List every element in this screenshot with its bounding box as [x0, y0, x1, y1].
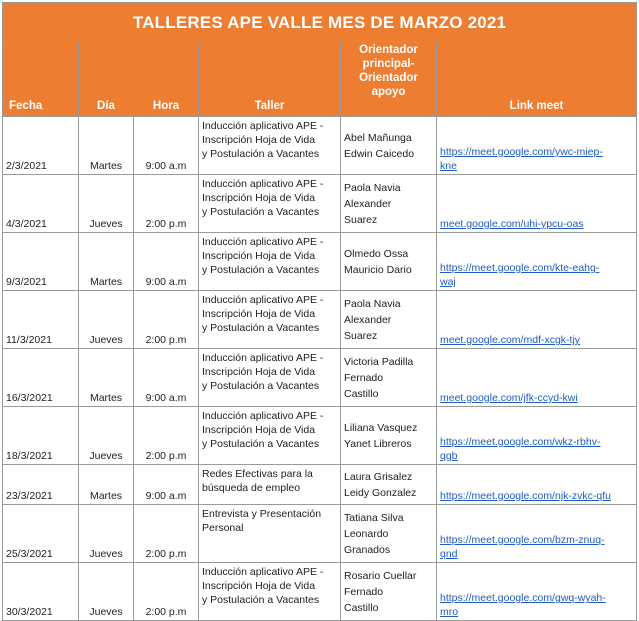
orientador-line: Victoria Padilla	[344, 355, 414, 368]
cell-link	[437, 291, 637, 349]
cell-link	[437, 465, 637, 505]
cell-fecha: 18/3/2021	[3, 407, 79, 465]
header-row	[3, 42, 637, 117]
table-row	[3, 563, 637, 621]
taller-line: y Postulación a Vacantes	[202, 148, 320, 160]
taller-line: Inscripción Hoja de Vida	[202, 250, 316, 262]
meet-link[interactable]	[440, 533, 633, 561]
meet-link[interactable]	[440, 261, 633, 289]
cell-taller	[199, 291, 341, 349]
meet-link-line: kne	[440, 160, 457, 172]
orientador-line: Laura Grisalez	[344, 470, 413, 483]
meet-link-line: mro	[440, 606, 459, 618]
cell-dia: Martes	[79, 233, 134, 291]
orientador-line: Paola Navia	[344, 181, 401, 194]
meet-link-line: https://meet.google.com/gwq-wyah-	[440, 592, 606, 604]
taller-line: Inducción aplicativo APE -	[202, 294, 324, 306]
taller-line: Inducción aplicativo APE -	[202, 178, 324, 190]
title-row	[3, 3, 637, 42]
meet-link[interactable]	[440, 489, 633, 503]
taller-line: búsqueda de empleo	[202, 482, 301, 494]
cell-fecha: 4/3/2021	[3, 175, 79, 233]
cell-link	[437, 563, 637, 621]
meet-link[interactable]	[440, 217, 633, 231]
meet-link-line: waj	[440, 276, 456, 288]
cell-fecha: 23/3/2021	[3, 465, 79, 505]
cell-orientador	[341, 407, 437, 465]
orientador-line: Castillo	[344, 601, 379, 614]
table-row	[3, 291, 637, 349]
header-orientador-line: apoyo	[371, 86, 406, 98]
cell-taller	[199, 505, 341, 563]
header-link: Link meet	[437, 42, 637, 117]
cell-hora: 9:00 a.m	[134, 465, 199, 505]
orientador-line: Castillo	[344, 387, 379, 400]
orientador-line: Alexander	[344, 197, 392, 210]
taller-line: y Postulación a Vacantes	[202, 594, 320, 606]
cell-hora: 9:00 a.m	[134, 233, 199, 291]
taller-line: Inscripción Hoja de Vida	[202, 366, 316, 378]
schedule-table	[2, 2, 637, 621]
cell-dia: Jueves	[79, 291, 134, 349]
cell-dia: Jueves	[79, 175, 134, 233]
cell-hora: 9:00 a.m	[134, 349, 199, 407]
cell-hora: 2:00 p.m	[134, 505, 199, 563]
orientador-line: Abel Mañunga	[344, 131, 412, 144]
orientador-line: Paola Navia	[344, 297, 401, 310]
orientador-line: Edwin Caicedo	[344, 147, 415, 160]
taller-line: Inscripción Hoja de Vida	[202, 580, 316, 592]
meet-link-line: https://meet.google.com/bzm-znuq-	[440, 534, 605, 546]
taller-line: Inscripción Hoja de Vida	[202, 134, 316, 146]
cell-hora: 2:00 p.m	[134, 175, 199, 233]
meet-link[interactable]	[440, 591, 633, 619]
taller-line: Inscripción Hoja de Vida	[202, 424, 316, 436]
taller-line: y Postulación a Vacantes	[202, 206, 320, 218]
meet-link-line: https://meet.google.com/ywc-miep-	[440, 146, 603, 158]
meet-link-line: https://meet.google.com/kte-eahg-	[440, 262, 600, 274]
taller-line: y Postulación a Vacantes	[202, 380, 320, 392]
header-orientador-line: principal-	[362, 58, 415, 70]
cell-orientador	[341, 505, 437, 563]
cell-hora: 2:00 p.m	[134, 563, 199, 621]
taller-line: Redes Efectivas para la	[202, 468, 313, 480]
orientador-line: Granados	[344, 543, 391, 556]
cell-fecha: 11/3/2021	[3, 291, 79, 349]
schedule-sheet	[2, 2, 636, 621]
orientador-line: Mauricio Dario	[344, 263, 412, 276]
cell-dia: Jueves	[79, 505, 134, 563]
orientador-line: Fernado	[344, 585, 384, 598]
meet-link-line: qnd	[440, 548, 458, 560]
taller-line: Entrevista y Presentación	[202, 508, 322, 520]
schedule-rows	[3, 117, 637, 621]
cell-taller	[199, 175, 341, 233]
table-row	[3, 465, 637, 505]
orientador-line: Liliana Vasquez	[344, 421, 418, 434]
meet-link-line: meet.google.com/uhi-ypcu-oas	[440, 218, 584, 230]
cell-taller	[199, 407, 341, 465]
header-dia: Día	[79, 42, 134, 117]
meet-link[interactable]	[440, 333, 633, 347]
cell-fecha: 2/3/2021	[3, 117, 79, 175]
cell-orientador	[341, 291, 437, 349]
meet-link-line: meet.google.com/mdf-xcgk-tjy	[440, 334, 581, 346]
cell-hora: 2:00 p.m	[134, 407, 199, 465]
cell-orientador	[341, 563, 437, 621]
table-row	[3, 349, 637, 407]
cell-dia: Jueves	[79, 407, 134, 465]
taller-line: y Postulación a Vacantes	[202, 438, 320, 450]
taller-line: Inducción aplicativo APE -	[202, 120, 324, 132]
cell-link	[437, 175, 637, 233]
orientador-line: Suarez	[344, 329, 378, 342]
table-row	[3, 505, 637, 563]
taller-line: Inscripción Hoja de Vida	[202, 192, 316, 204]
cell-taller	[199, 233, 341, 291]
table-row	[3, 175, 637, 233]
table-row	[3, 117, 637, 175]
orientador-line: Suarez	[344, 213, 378, 226]
cell-fecha: 30/3/2021	[3, 563, 79, 621]
cell-taller	[199, 563, 341, 621]
taller-line: Inscripción Hoja de Vida	[202, 308, 316, 320]
taller-line: Inducción aplicativo APE -	[202, 352, 324, 364]
meet-link[interactable]	[440, 435, 633, 463]
sheet-title: TALLERES APE VALLE MES DE MARZO 2021	[3, 3, 637, 42]
orientador-line: Alexander	[344, 313, 392, 326]
orientador-line: Olmedo Ossa	[344, 247, 409, 260]
cell-dia: Jueves	[79, 563, 134, 621]
orientador-line: Yanet Libreros	[344, 437, 412, 450]
cell-link	[437, 505, 637, 563]
header-hora: Hora	[134, 42, 199, 117]
taller-line: Inducción aplicativo APE -	[202, 236, 324, 248]
taller-line: Personal	[202, 522, 244, 534]
cell-orientador	[341, 117, 437, 175]
cell-fecha: 16/3/2021	[3, 349, 79, 407]
orientador-line: Tatiana Silva	[344, 511, 404, 524]
cell-orientador	[341, 233, 437, 291]
cell-taller	[199, 117, 341, 175]
cell-fecha: 9/3/2021	[3, 233, 79, 291]
cell-taller	[199, 349, 341, 407]
table-row	[3, 407, 637, 465]
cell-hora: 9:00 a.m	[134, 117, 199, 175]
cell-dia: Martes	[79, 349, 134, 407]
cell-orientador	[341, 465, 437, 505]
taller-line: Inducción aplicativo APE -	[202, 566, 324, 578]
meet-link[interactable]	[440, 391, 633, 405]
meet-link-line: meet.google.com/jfk-ccyd-kwi	[440, 392, 578, 404]
cell-fecha: 25/3/2021	[3, 505, 79, 563]
cell-link	[437, 117, 637, 175]
meet-link-line: https://meet.google.com/njk-zvkc-qfu	[440, 490, 611, 502]
header-fecha: Fecha	[3, 42, 79, 117]
meet-link-line: qgb	[440, 450, 458, 462]
taller-line: Inducción aplicativo APE -	[202, 410, 324, 422]
cell-orientador	[341, 175, 437, 233]
taller-line: y Postulación a Vacantes	[202, 264, 320, 276]
cell-dia: Martes	[79, 465, 134, 505]
table-row	[3, 233, 637, 291]
orientador-line: Leidy Gonzalez	[344, 486, 417, 499]
cell-hora: 2:00 p.m	[134, 291, 199, 349]
cell-link	[437, 407, 637, 465]
meet-link[interactable]	[440, 145, 633, 173]
header-orientador-line: Orientador	[359, 72, 418, 84]
meet-link-line: https://meet.google.com/wkz-rbhv-	[440, 436, 601, 448]
cell-orientador	[341, 349, 437, 407]
header-orientador	[341, 42, 437, 117]
header-taller: Taller	[199, 42, 341, 117]
orientador-line: Rosario Cuellar	[344, 569, 417, 582]
taller-line: y Postulación a Vacantes	[202, 322, 320, 334]
cell-link	[437, 349, 637, 407]
cell-dia: Martes	[79, 117, 134, 175]
orientador-line: Leonardo	[344, 527, 389, 540]
cell-link	[437, 233, 637, 291]
cell-taller	[199, 465, 341, 505]
header-orientador-line: Orientador	[359, 44, 418, 56]
orientador-line: Fernado	[344, 371, 384, 384]
